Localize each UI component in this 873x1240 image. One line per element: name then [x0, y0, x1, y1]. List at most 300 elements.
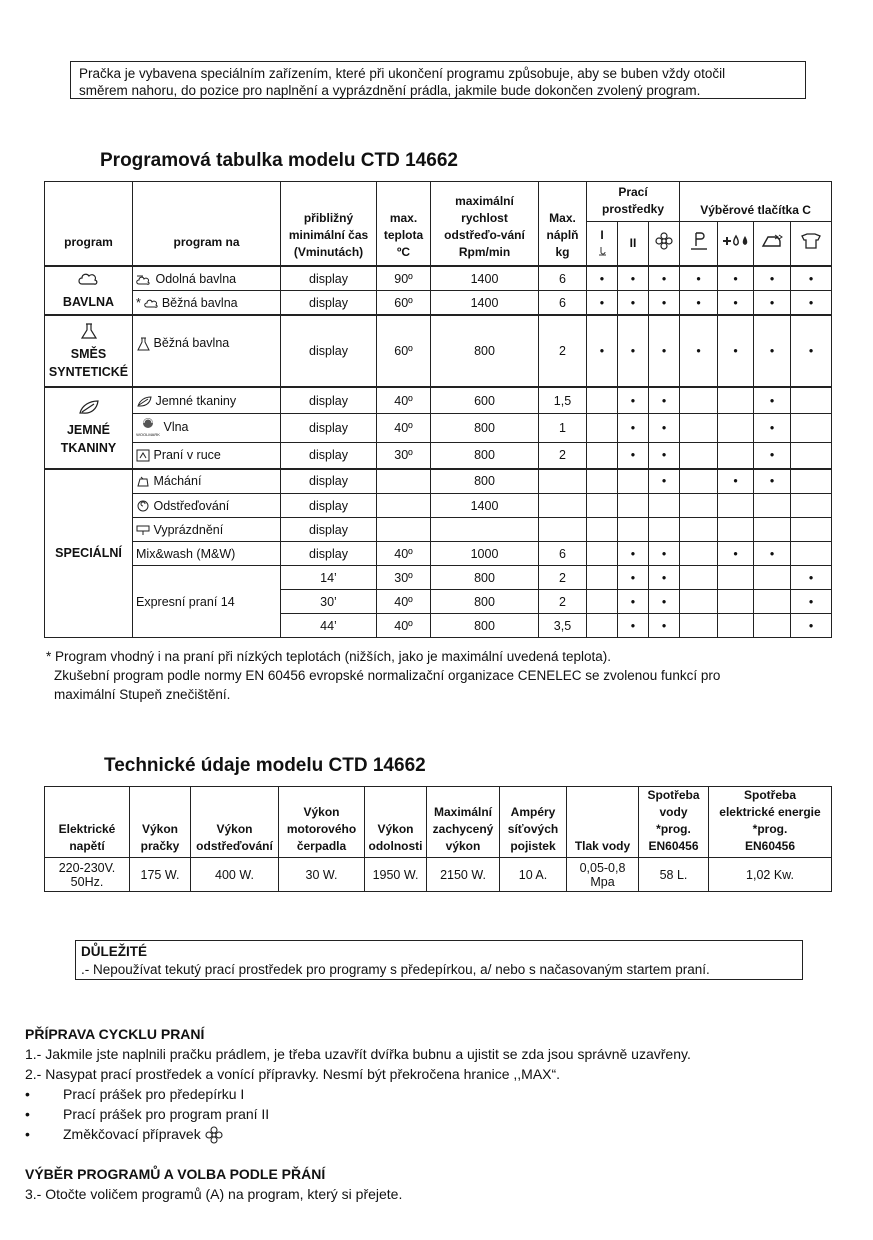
- tech-header-spin-power: [191, 787, 279, 858]
- flower-icon: [205, 1126, 223, 1144]
- empty-cell: [618, 518, 649, 542]
- time-cell: display: [281, 541, 377, 566]
- table-row: [45, 266, 832, 291]
- bullet: •: [754, 469, 791, 494]
- prewash-option-icon: [689, 230, 709, 252]
- list-bullet: •: [25, 1106, 30, 1122]
- bullet: •: [618, 291, 649, 316]
- bullet: •: [618, 315, 649, 387]
- tech-header-fuses: [500, 787, 567, 858]
- empty-cell: [791, 387, 832, 414]
- table-row: [45, 541, 832, 566]
- table-row: [45, 291, 832, 316]
- list-item-text: Změkčovací přípravek: [63, 1126, 201, 1142]
- notice-line-1: Pračka je vybavena speciálním zařízením, které při ukončení programu způsobuje, aby se buben vždy otočil: [79, 66, 726, 81]
- empty-cell: [618, 493, 649, 518]
- bullet: •: [618, 589, 649, 614]
- program-name: Vlna: [163, 420, 189, 435]
- tech-value-voltage: [45, 858, 130, 892]
- program-cell: [133, 442, 281, 469]
- group-jemne: [45, 387, 133, 469]
- empty-cell: [680, 614, 718, 638]
- header-options: Výběrové tlačítka C: [680, 182, 832, 222]
- program-cell: [133, 291, 281, 316]
- bullet: •: [791, 315, 832, 387]
- header-load-1: Max.: [549, 211, 576, 226]
- group-jemne-label-1: JEMNÉ: [66, 423, 111, 438]
- time-cell: display: [281, 315, 377, 387]
- cotton-icon: [77, 270, 101, 288]
- tech-header-water-use: [639, 787, 709, 858]
- list-bullet: •: [25, 1086, 30, 1102]
- empty-cell: [618, 469, 649, 494]
- asterisk: *: [136, 295, 141, 310]
- tech-value-pump-power: 30 W.: [279, 858, 365, 892]
- bullet: •: [649, 469, 680, 494]
- load-cell: 6: [539, 291, 587, 316]
- empty-cell: [680, 414, 718, 443]
- important-text: .- Nepoužívat tekutý prací prostředek pro programy s předepírkou, a/ nebo s načasovaným startem praní.: [81, 962, 710, 977]
- header-text: napětí: [69, 839, 105, 853]
- empty-cell: [377, 493, 431, 518]
- tech-header-water-pressure: Tlak vody: [567, 787, 639, 858]
- empty-cell: [680, 493, 718, 518]
- temp-cell: 30º: [377, 566, 431, 590]
- empty-cell: [791, 442, 832, 469]
- bullet: •: [791, 291, 832, 316]
- iron-icon: [760, 232, 784, 250]
- bullet: •: [649, 442, 680, 469]
- bullet: •: [791, 266, 832, 291]
- program-cell: [133, 315, 281, 387]
- notice-line-2: směrem nahoru, do pozice pro naplnění a vyprázdnění prádla, jakmile bude dokončen zvolený program.: [79, 83, 701, 98]
- header-text: Výkon: [377, 822, 414, 836]
- header-time-3: (Vminutách): [293, 245, 364, 260]
- bullet: •: [649, 387, 680, 414]
- load-cell: 6: [539, 266, 587, 291]
- tech-table: [44, 786, 832, 892]
- header-text: EN60456: [648, 839, 699, 853]
- header-text: Výkon: [303, 805, 340, 819]
- header-temp-1: max.: [389, 211, 418, 226]
- delicate-leaf-icon: [77, 398, 101, 416]
- program-cell: [133, 518, 281, 542]
- empty-cell: [680, 442, 718, 469]
- header-load-3: kg: [555, 245, 570, 260]
- delicate-small-icon: [136, 395, 152, 407]
- program-cell: [133, 266, 281, 291]
- bullet: •: [791, 589, 832, 614]
- bullet: •: [618, 541, 649, 566]
- bullet: •: [754, 315, 791, 387]
- intensive-cotton-icon: [136, 274, 152, 286]
- important-title: DŮLEŽITÉ: [81, 944, 147, 959]
- header-det-I: [587, 221, 618, 266]
- list-item-text: Prací prášek pro program praní II: [63, 1106, 270, 1122]
- list-item: [25, 1104, 855, 1124]
- header-softener: [649, 221, 680, 266]
- footnote-line-1: * Program vhodný i na praní při nízkých teplotách (nižších, jako je maximální uvedená teplota).: [46, 649, 612, 664]
- value-text: 0,05-0,8: [579, 860, 626, 875]
- bullet: •: [618, 266, 649, 291]
- group-smes-label-2: SYNTETICKÉ: [48, 364, 129, 379]
- header-time-2: minimální čas: [288, 228, 369, 243]
- time-cell: display: [281, 469, 377, 494]
- header-detergent: [587, 182, 680, 222]
- bullet: •: [718, 315, 754, 387]
- tech-value-energy-use: 1,02 Kw.: [709, 858, 832, 892]
- list-item: [25, 1124, 855, 1144]
- header-text: zachycený: [432, 822, 494, 836]
- program-cell: [133, 469, 281, 494]
- footnote-line-2: Zkušební program podle normy EN 60456 evropské normalizační organizace CENELEC se zvolenou funkcí pro: [54, 668, 721, 683]
- time-cell: display: [281, 291, 377, 316]
- time-cell: display: [281, 493, 377, 518]
- tech-value-water-use: 58 L.: [639, 858, 709, 892]
- empty-cell: [539, 469, 587, 494]
- empty-cell: [539, 518, 587, 542]
- empty-cell: [587, 387, 618, 414]
- header-text: Výkon: [141, 822, 178, 836]
- header-rpm-4: Rpm/min: [458, 245, 511, 260]
- header-detergent-1: Prací: [618, 185, 648, 200]
- tech-value-water-pressure: [567, 858, 639, 892]
- prep-section: [25, 1024, 855, 1144]
- load-cell: 2: [539, 566, 587, 590]
- load-cell: 2: [539, 315, 587, 387]
- header-text: pračky: [140, 839, 180, 853]
- program-name: Praní v ruce: [153, 448, 221, 463]
- tech-value-max-power: 2150 W.: [427, 858, 500, 892]
- header-text: Spotřeba: [647, 788, 700, 802]
- program-name: Běžná bavlna: [153, 336, 230, 351]
- footnote: [46, 647, 720, 704]
- empty-cell: [587, 614, 618, 638]
- header-text: Výkon: [216, 822, 253, 836]
- group-bavlna-label: BAVLNA: [62, 295, 115, 310]
- temp-cell: 40º: [377, 614, 431, 638]
- header-time: [281, 182, 377, 267]
- empty-cell: [587, 493, 618, 518]
- header-opt-extra-rinse: [718, 221, 754, 266]
- empty-cell: [718, 493, 754, 518]
- tech-value-fuses: 10 A.: [500, 858, 567, 892]
- empty-cell: [754, 614, 791, 638]
- load-cell: 3,5: [539, 614, 587, 638]
- header-text: Maximální: [433, 805, 493, 819]
- header-temp: [377, 182, 431, 267]
- synthetic-small-icon: [136, 337, 150, 351]
- header-temp-3: ºC: [396, 245, 411, 260]
- bullet: •: [754, 266, 791, 291]
- time-cell: display: [281, 266, 377, 291]
- empty-cell: [754, 589, 791, 614]
- group-smes-label-1: SMĚS: [70, 346, 107, 361]
- empty-cell: [791, 469, 832, 494]
- tech-value-resistance: 1950 W.: [365, 858, 427, 892]
- header-text: *prog.: [752, 822, 788, 836]
- footnote-line-3: maximální Stupeň znečištění.: [54, 687, 231, 702]
- bullet: •: [718, 266, 754, 291]
- empty-cell: [718, 589, 754, 614]
- empty-cell: [680, 541, 718, 566]
- empty-cell: [718, 387, 754, 414]
- group-special: SPECIÁLNÍ: [45, 469, 133, 638]
- temp-cell: 90º: [377, 266, 431, 291]
- bullet: •: [618, 614, 649, 638]
- program-name: Odstřeďování: [153, 498, 230, 513]
- bullet: •: [649, 566, 680, 590]
- header-opt-prewash: [680, 221, 718, 266]
- empty-cell: [791, 541, 832, 566]
- header-load: [539, 182, 587, 267]
- temp-cell: 40º: [377, 414, 431, 443]
- tech-table-title: Technické údaje modelu CTD 14662: [104, 755, 426, 776]
- choice-section: [25, 1164, 855, 1204]
- empty-cell: [587, 442, 618, 469]
- bullet: •: [649, 266, 680, 291]
- bullet: •: [791, 614, 832, 638]
- header-text: EN60456: [744, 839, 796, 853]
- empty-cell: [754, 518, 791, 542]
- empty-cell: [754, 493, 791, 518]
- tech-value-power: 175 W.: [130, 858, 191, 892]
- table-row: [45, 518, 832, 542]
- bullet: •: [754, 541, 791, 566]
- prep-line-2: 2.- Nasypat prací prostředek a vonící přípravky. Nesmí být překročena hranice ,,MAX“.: [25, 1066, 561, 1082]
- bullet: •: [754, 442, 791, 469]
- empty-cell: [431, 518, 539, 542]
- table-row: [45, 469, 832, 494]
- bullet: •: [587, 315, 618, 387]
- header-text: Spotřeba: [743, 788, 796, 802]
- header-text: odstřeďování: [196, 839, 273, 853]
- value-text: 220-230V.: [58, 860, 116, 875]
- tech-header-pump-power: [279, 787, 365, 858]
- empty-cell: [718, 518, 754, 542]
- woolmark-text: WOOLMARK: [136, 432, 160, 438]
- time-cell: 44’: [281, 614, 377, 638]
- tech-header-row: [45, 787, 832, 858]
- header-text: motorového: [286, 822, 357, 836]
- program-cell: [133, 387, 281, 414]
- program-name: Jemné tkaniny: [155, 393, 237, 408]
- header-load-2: náplň: [546, 228, 579, 243]
- program-name: Vyprázdnění: [153, 522, 224, 537]
- load-cell: 1,5: [539, 387, 587, 414]
- empty-cell: [791, 414, 832, 443]
- rpm-cell: 800: [431, 442, 539, 469]
- header-text: čerpadla: [296, 839, 347, 853]
- header-text: výkon: [445, 839, 481, 853]
- header-text: elektrické energie: [719, 805, 821, 819]
- rpm-cell: 800: [431, 589, 539, 614]
- header-program: program: [45, 182, 133, 267]
- rpm-cell: 800: [431, 614, 539, 638]
- empty-cell: [539, 493, 587, 518]
- rpm-cell: 800: [431, 566, 539, 590]
- prep-title: PŘÍPRAVA CYCKLU PRANÍ: [25, 1026, 205, 1042]
- empty-cell: [680, 566, 718, 590]
- header-detergent-2: prostředky: [602, 202, 665, 217]
- bullet: •: [754, 387, 791, 414]
- empty-cell: [791, 518, 832, 542]
- tech-header-energy-use: [709, 787, 832, 858]
- table-row: [45, 387, 832, 414]
- rpm-cell: 1400: [431, 291, 539, 316]
- group-smes: [45, 315, 133, 387]
- bullet: •: [649, 541, 680, 566]
- bullet: •: [649, 414, 680, 443]
- empty-cell: [680, 387, 718, 414]
- bullet: •: [680, 291, 718, 316]
- header-text: Elektrické: [58, 822, 116, 836]
- bullet: •: [718, 541, 754, 566]
- program-cell: [133, 493, 281, 518]
- table-row: [45, 315, 832, 387]
- bullet: •: [754, 414, 791, 443]
- program-name: Expresní praní 14: [133, 566, 281, 638]
- program-name: Máchání: [153, 474, 202, 489]
- temp-cell: 60º: [377, 315, 431, 387]
- header-text: síťových: [507, 822, 559, 836]
- extra-rinse-icon: [721, 232, 751, 250]
- notice-box: [70, 61, 806, 99]
- bullet: •: [791, 566, 832, 590]
- rpm-cell: 800: [431, 414, 539, 443]
- temp-cell: 30º: [377, 442, 431, 469]
- bullet: •: [587, 291, 618, 316]
- bullet: •: [754, 291, 791, 316]
- empty-cell: [587, 589, 618, 614]
- tech-header-voltage: [45, 787, 130, 858]
- rpm-cell: 1000: [431, 541, 539, 566]
- list-bullet: •: [25, 1126, 30, 1142]
- bullet: •: [618, 414, 649, 443]
- header-text: *prog.: [656, 822, 691, 836]
- tech-value-row: [45, 858, 832, 892]
- table-row: [45, 442, 832, 469]
- empty-cell: [587, 541, 618, 566]
- tech-header-resistance: [365, 787, 427, 858]
- det-I-label: I: [600, 227, 604, 242]
- empty-cell: [587, 414, 618, 443]
- bullet: •: [587, 266, 618, 291]
- load-cell: 6: [539, 541, 587, 566]
- handwash-icon: [136, 449, 150, 462]
- header-rpm-1: maximální: [455, 194, 514, 209]
- empty-cell: [680, 469, 718, 494]
- bullet: •: [680, 315, 718, 387]
- table-row: [45, 414, 832, 443]
- tech-header-max-power: [427, 787, 500, 858]
- rinse-icon: [136, 476, 150, 488]
- empty-cell: [754, 566, 791, 590]
- empty-cell: [791, 493, 832, 518]
- header-program-na: program na: [133, 182, 281, 267]
- bullet: •: [649, 614, 680, 638]
- choice-title: VÝBĚR PROGRAMŮ A VOLBA PODLE PŘÁNÍ: [25, 1166, 326, 1182]
- program-name: Běžná bavlna: [161, 295, 238, 310]
- empty-cell: [718, 614, 754, 638]
- rpm-cell: 1400: [431, 493, 539, 518]
- program-name: Mix&wash (M&W): [133, 541, 281, 566]
- bullet: •: [649, 291, 680, 316]
- header-text: Ampéry: [510, 805, 556, 819]
- header-rpm-3: odstřeďo-vání: [444, 228, 525, 243]
- bullet: •: [718, 291, 754, 316]
- rpm-cell: 800: [431, 315, 539, 387]
- group-jemne-label-2: TKANINY: [60, 441, 117, 456]
- tech-header-power: [130, 787, 191, 858]
- bullet: •: [618, 566, 649, 590]
- empty-cell: [718, 566, 754, 590]
- bullet: •: [649, 315, 680, 387]
- bullet: •: [618, 387, 649, 414]
- header-text: odolnosti: [368, 839, 423, 853]
- value-text: Mpa: [590, 874, 615, 889]
- prewash-icon: [597, 246, 607, 256]
- header-rpm-2: rychlost: [461, 211, 508, 226]
- time-cell: 14’: [281, 566, 377, 590]
- time-cell: 30’: [281, 589, 377, 614]
- value-text: 50Hz.: [70, 874, 104, 889]
- synthetic-flask-icon: [80, 322, 98, 340]
- time-cell: display: [281, 387, 377, 414]
- prep-line-1: 1.- Jakmile jste naplnili pračku prádlem, je třeba uzavřít dvířka bubnu a ujistit se zda jsou správně uzavřeny.: [25, 1046, 691, 1062]
- load-cell: 2: [539, 442, 587, 469]
- drain-icon: [136, 524, 150, 536]
- empty-cell: [587, 566, 618, 590]
- header-text: pojistek: [510, 839, 556, 853]
- bullet: •: [618, 442, 649, 469]
- list-item: [25, 1084, 855, 1104]
- empty-cell: [377, 469, 431, 494]
- table-row: [45, 566, 832, 590]
- header-opt-shirt: [791, 221, 832, 266]
- table-row: [45, 493, 832, 518]
- time-cell: display: [281, 518, 377, 542]
- empty-cell: [680, 518, 718, 542]
- program-name: Odolná bavlna: [155, 271, 237, 286]
- rpm-cell: 600: [431, 387, 539, 414]
- temp-cell: 40º: [377, 541, 431, 566]
- empty-cell: [587, 469, 618, 494]
- header-det-II: II: [618, 221, 649, 266]
- group-bavlna: [45, 266, 133, 315]
- empty-cell: [718, 414, 754, 443]
- program-table: [44, 181, 832, 638]
- empty-cell: [649, 518, 680, 542]
- temp-cell: 40º: [377, 387, 431, 414]
- temp-cell: 60º: [377, 291, 431, 316]
- empty-cell: [649, 493, 680, 518]
- program-table-title: Programová tabulka modelu CTD 14662: [100, 150, 458, 171]
- program-cell: [133, 414, 281, 443]
- time-cell: display: [281, 414, 377, 443]
- woolmark-logo: [136, 417, 160, 438]
- load-cell: 1: [539, 414, 587, 443]
- flower-icon: [655, 232, 673, 250]
- header-temp-2: teplota: [383, 228, 424, 243]
- rpm-cell: 1400: [431, 266, 539, 291]
- header-time-1: přibližný: [303, 211, 354, 226]
- choice-line-3: 3.- Otočte voličem programů (A) na program, který si přejete.: [25, 1186, 403, 1202]
- shirt-icon: [800, 232, 822, 250]
- list-item-text: Prací prášek pro předepírku I: [63, 1086, 245, 1102]
- temp-cell: 40º: [377, 589, 431, 614]
- woolmark-icon: [141, 417, 155, 429]
